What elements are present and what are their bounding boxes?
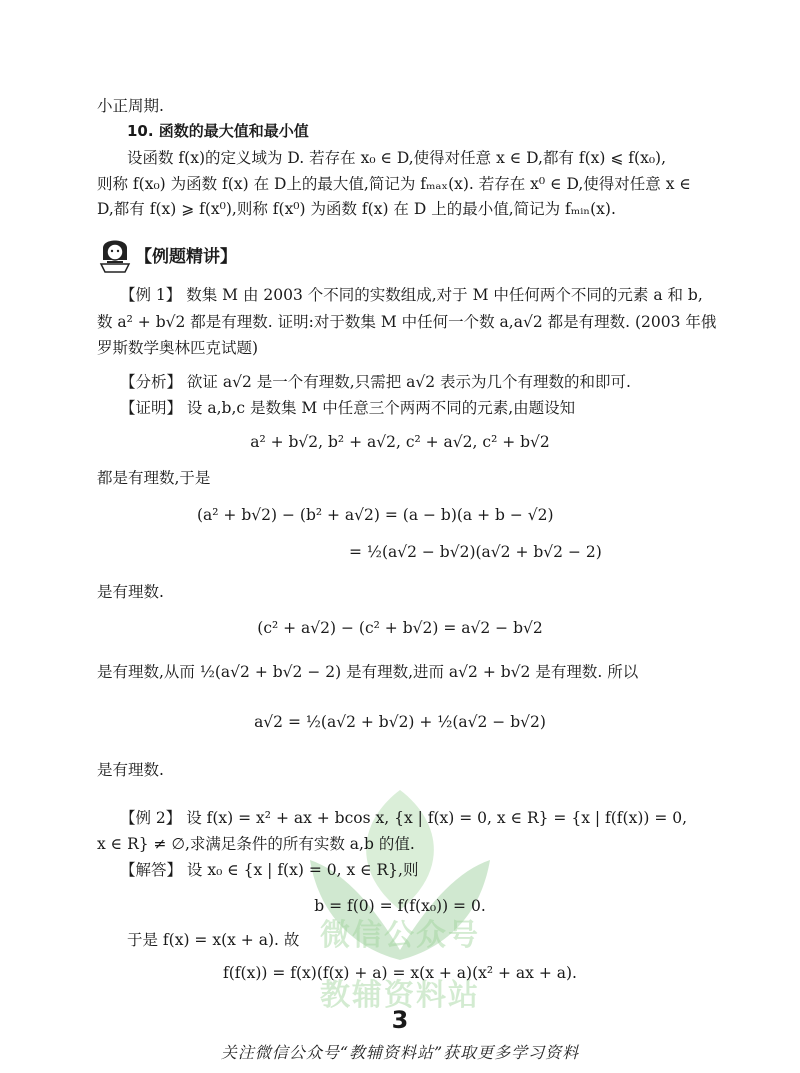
formula: f(f(x)) = f(x)(f(x) + a) = x(x + a)(x² + ax + a).: [223, 964, 577, 982]
formula: (a² + b√2) − (b² + a√2) = (a − b)(a + b − √2): [197, 506, 554, 524]
text-line: D,都有 f(x) ⩾ f(x⁰),则称 f(x⁰) 为函数 f(x) 在 D 上的最小值,简记为 fₘᵢₙ(x).: [97, 200, 616, 218]
text-line: 数 a² + b√2 都是有理数. 证明:对于数集 M 中任何一个数 a,a√2 都是有理数. (2003 年俄: [97, 313, 717, 331]
text-line: 是有理数.: [97, 583, 164, 601]
formula: = ½(a√2 − b√2)(a√2 + b√2 − 2): [349, 543, 602, 561]
text-line: 则称 f(x₀) 为函数 f(x) 在 D上的最大值,简记为 fₘₐₓ(x). 若存在 x⁰ ∈ D,使得对任意 x ∈: [97, 175, 691, 193]
section-heading: 10. 函数的最大值和最小值: [127, 122, 309, 140]
text-line: 【例 2】 设 f(x) = x² + ax + bcos x, {x | f(x) = 0, x ∈ R} = {x | f(f(x)) = 0,: [120, 809, 688, 827]
text-line: 都是有理数,于是: [97, 469, 211, 487]
formula: a√2 = ½(a√2 + b√2) + ½(a√2 − b√2): [254, 713, 546, 731]
text-line: 设函数 f(x)的定义域为 D. 若存在 x₀ ∈ D,使得对任意 x ∈ D,都有 f(x) ⩽ f(x₀),: [127, 149, 667, 167]
student-icon: [97, 234, 133, 274]
text-line: 罗斯数学奥林匹克试题): [97, 339, 259, 357]
footer-note: 关注微信公众号“教辅资料站”获取更多学习资料: [220, 1043, 580, 1062]
text-line: 【分析】 欲证 a√2 是一个有理数,只需把 a√2 表示为几个有理数的和即可.: [120, 373, 631, 391]
watermark-text-2: 教辅资料站: [320, 978, 480, 1013]
text-line: 是有理数.: [97, 761, 164, 779]
formula: a² + b√2, b² + a√2, c² + a√2, c² + b√2: [250, 433, 550, 451]
page-number: 3: [391, 1006, 409, 1034]
text-line: 【证明】 设 a,b,c 是数集 M 中任意三个两两不同的元素,由题设知: [120, 399, 576, 417]
formula: (c² + a√2) − (c² + b√2) = a√2 − b√2: [257, 619, 543, 637]
examples-header-title: 【例题精讲】: [135, 247, 237, 267]
text-line: 【解答】 设 x₀ ∈ {x | f(x) = 0, x ∈ R},则: [120, 861, 419, 879]
text-line: 是有理数,从而 ½(a√2 + b√2 − 2) 是有理数,进而 a√2 + b√2 是有理数. 所以: [97, 663, 639, 681]
text-line: 小正周期.: [97, 97, 164, 115]
text-line: x ∈ R} ≠ ∅,求满足条件的所有实数 a,b 的值.: [97, 835, 415, 853]
text-line: 于是 f(x) = x(x + a). 故: [127, 931, 300, 949]
watermark-text-1: 微信公众号: [320, 918, 480, 953]
text-line: 【例 1】 数集 M 由 2003 个不同的实数组成,对于 M 中任何两个不同的元素 a 和 b,: [120, 286, 703, 304]
formula: b = f(0) = f(f(x₀)) = 0.: [314, 897, 486, 915]
